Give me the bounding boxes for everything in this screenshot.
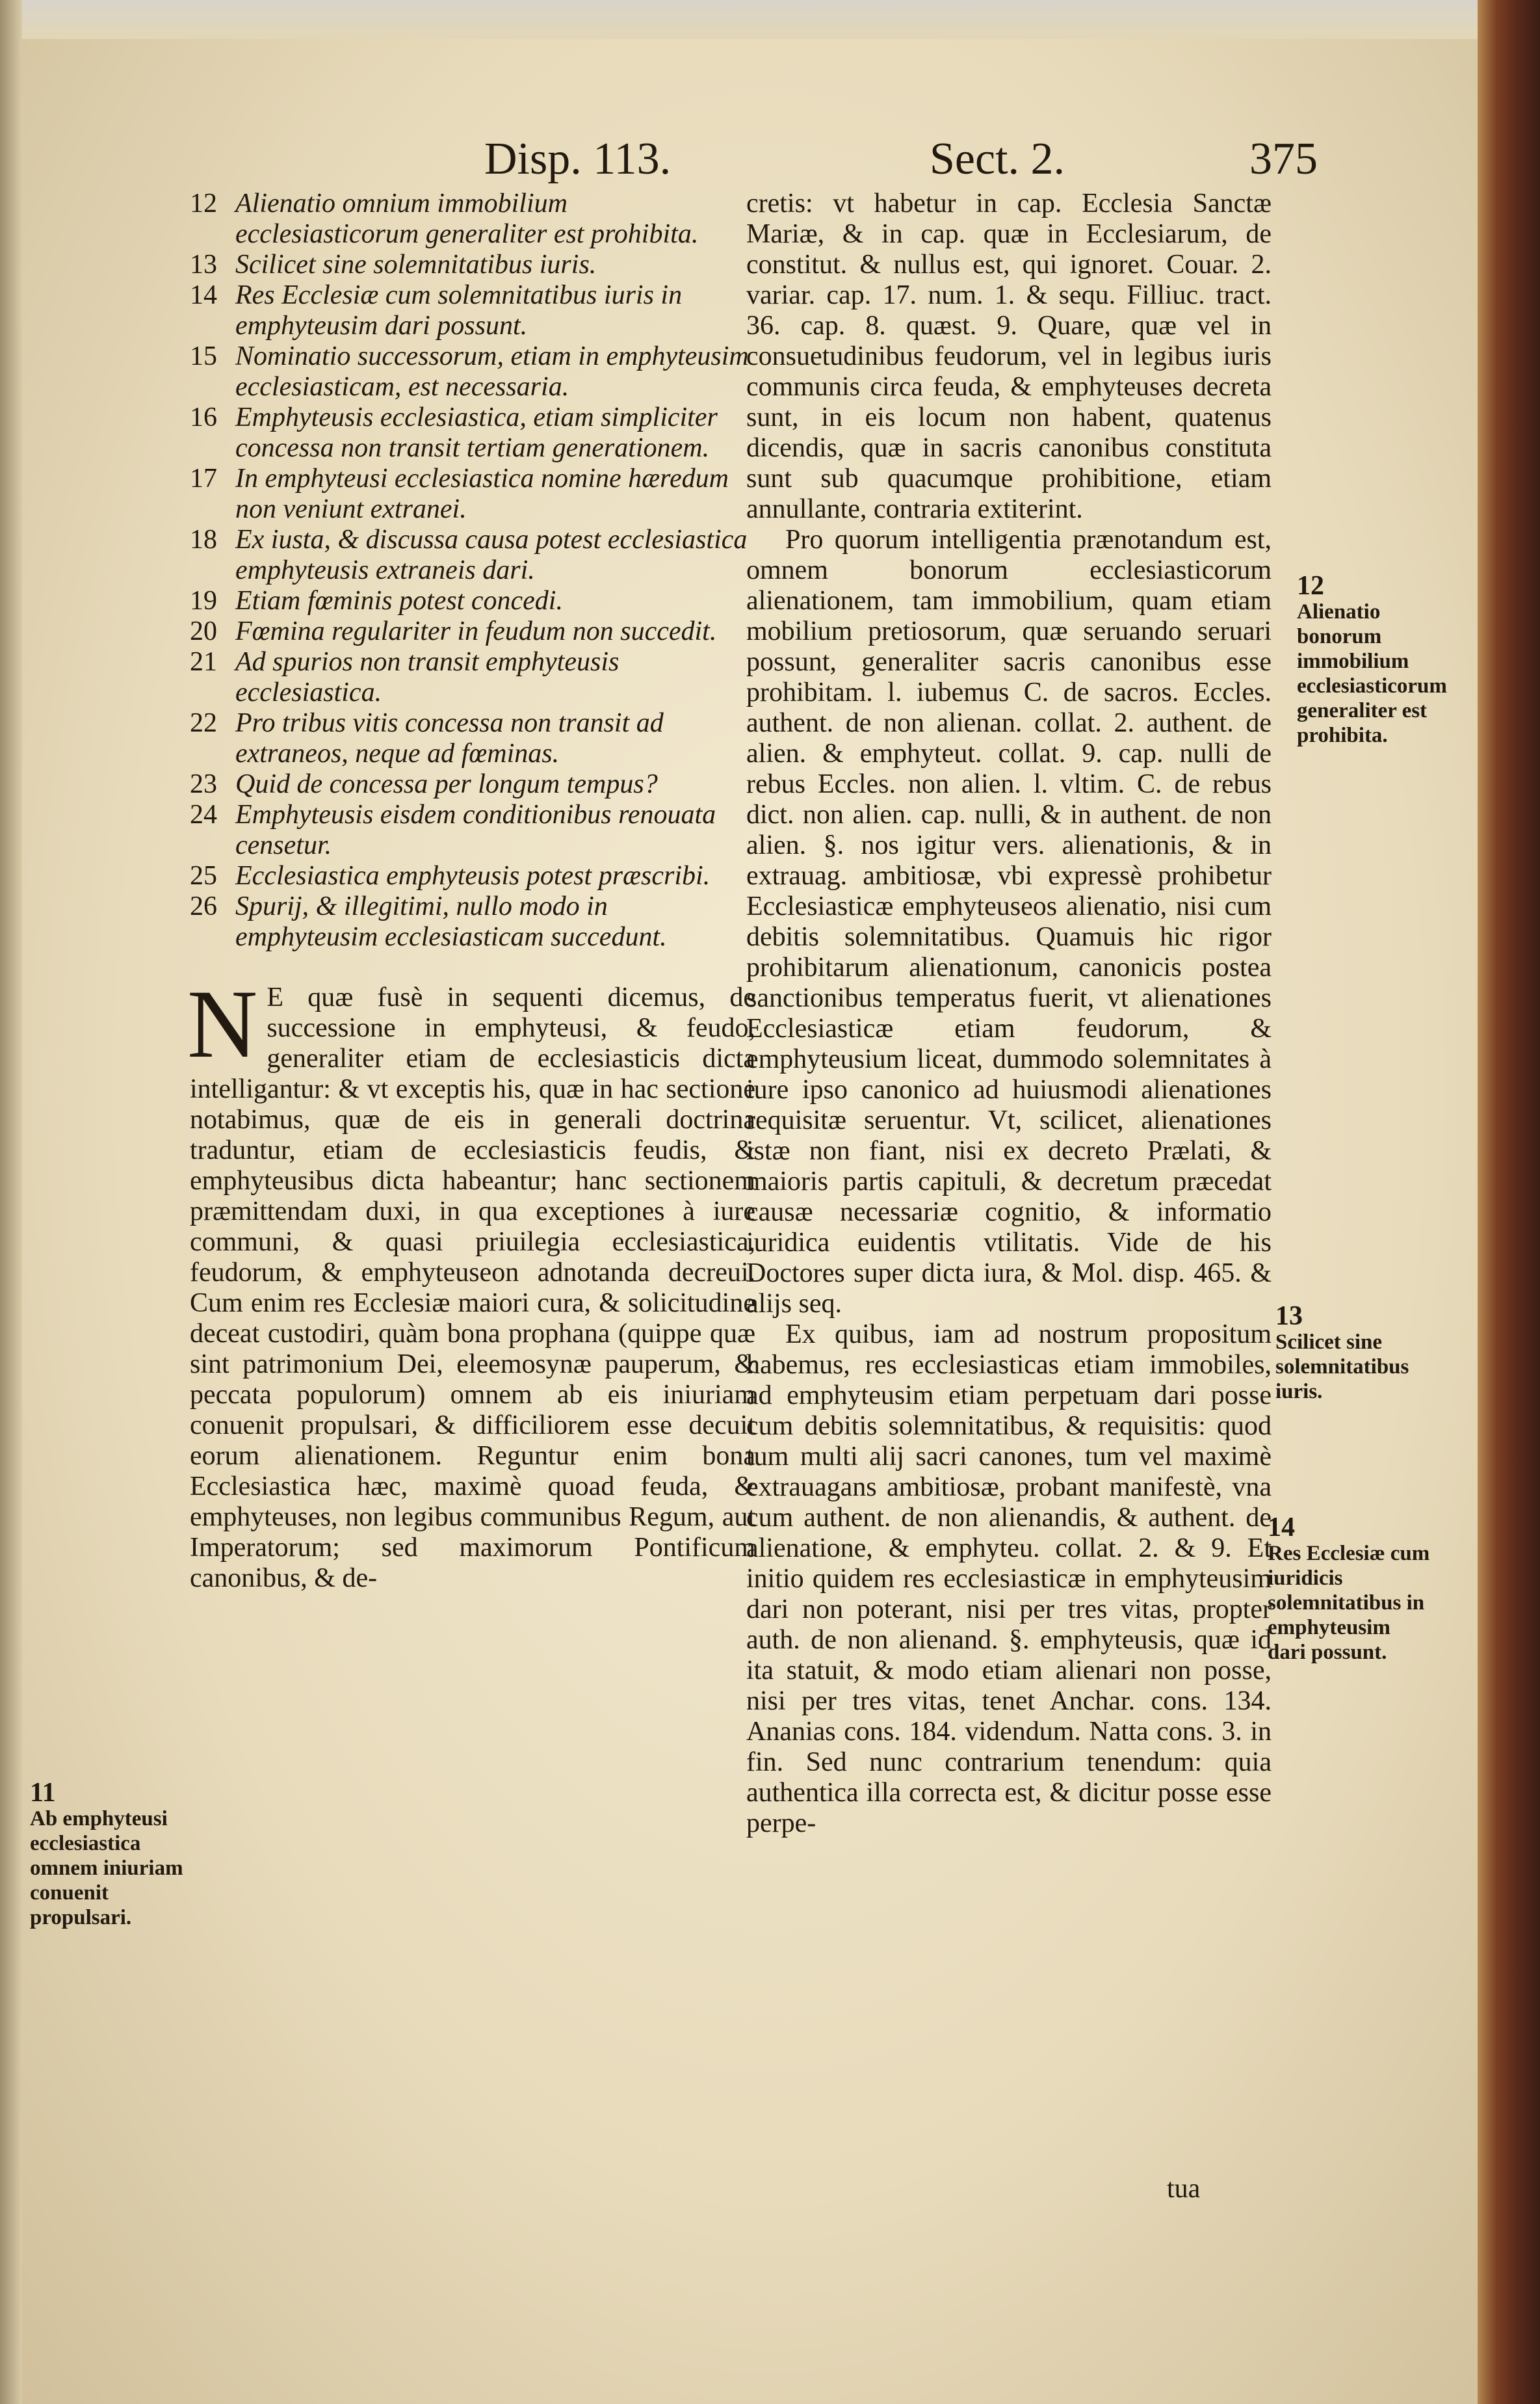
summary-text: Ex iusta, & discussa causa potest ecclesiastica emphyteusis extraneis dari. (235, 525, 748, 585)
summary-item (190, 403, 755, 464)
running-header (0, 130, 1540, 189)
margin-note-number: 13 (1275, 1301, 1303, 1331)
summary-text: Emphyteusis eisdem conditionibus renouata censetur. (235, 800, 716, 860)
summary-number: 25 (190, 861, 217, 891)
header-disputatio: Disp. 113. (484, 134, 672, 184)
summary-item (190, 464, 755, 525)
right-paragraph-2: Pro quorum intelligentia prænotandum est, omnem bonorum ecclesiasticorum alienationem, tam immobilium, quam etiam mobilium pretiosorum, quæ seruando seruari possunt, generaliter sacris canonibus esse prohibitam. l. iubemus C. de sacros. Eccles. authent. de non alienan. collat. 2. authent. de alien. & emphyteut. collat. 9. cap. nulli de rebus Eccles. non alien. l. vltim. C. de rebus dict. non alien. cap. nulli, & in authent. de non alien. §. nos igitur vers. alienationis, & in extrauag. ambitiosæ, vbi expressè prohibetur Ecclesiasticæ emphyteuseos alienatio, nisi cum debitis solemnitatibus. Quamuis hic rigor prohibitarum alienationum, canonicis postea sanctionibus temperatus fuerit, vt alienationes Ecclesiasticæ etiam feudorum, & emphyteusium liceat, dummodo solemnitates à iure ipso canonico ad huiusmodi alienationes requisitæ seruentur. Vt, scilicet, alienationes istæ non fiant, nisi ex decreto Prælati, & maioris partis capituli, & decretum præcedat causæ necessariæ cognitio, & informatio iuridica euidentis vtilitatis. Vide de his Doctores super dicta iura, & Mol. disp. 465. & alijs seq. (746, 525, 1272, 1319)
left-column (187, 189, 755, 1594)
summary-number: 21 (190, 647, 217, 677)
summary-item (190, 800, 755, 861)
right-paragraph-3: Ex quibus, iam ad nostrum propositum habemus, res ecclesiasticas etiam immobiles, ad emphyteusim etiam perpetuam dari posse cum debitis solemnitatibus, & requisitis: quod tum multi alij sacri canones, tum vel maximè extrauagans ambitiosæ, probant manifestè, vna cum authent. de non alienandis, & authent. de alienatione, & emphyteu. collat. 2. & 9. Et initio quidem res ecclesiasticæ in emphyteusim dari non poterant, nisi per tres vitas, propter auth. de non alienand. §. emphyteusis, quæ id ita statuit, & modo etiam alienari non posse, nisi per tres vitas, tenet Anchar. cons. 134. Ananias cons. 184. videndum. Natta cons. 3. in fin. Sed nunc contrarium tenendum: quia authentica illa correcta est, & dicitur posse esse perpe- (746, 1319, 1272, 1838)
summary-text: Etiam fœminis potest concedi. (235, 586, 563, 616)
summary-item (190, 769, 755, 800)
right-paragraph-1: cretis: vt habetur in cap. Ecclesia Sanctæ Mariæ, & in cap. quæ in Ecclesiarum, de constitut. & nullus est, qui ignoret. Couar. 2. variar. cap. 17. num. 1. & sequ. Filliuc. tract. 36. cap. 8. quæst. 9. Quare, quæ vel in consuetudinibus feudorum, vel in legibus iuris communis circa feuda, & emphyteuses decreta sunt, in eis locum non habent, quatenus dicendis, quæ in sacris canonibus constituta sunt sub quacumque prohibitione, etiam annullante, contraria extiterint. (746, 189, 1272, 524)
summary-text: Fœmina regulariter in feudum non succedit. (235, 616, 717, 646)
summary-text: Ecclesiastica emphyteusis potest præscribi. (235, 861, 711, 891)
margin-note-text: Res Ecclesiæ cum iuridicis solemnitatibus in emphyteusim dari possunt. (1268, 1542, 1430, 1664)
margin-note-number: 12 (1297, 571, 1324, 601)
summary-text: Spurij, & illegitimi, nullo modo in emphyteusim ecclesiasticam succedunt. (235, 892, 667, 952)
left-body-paragraph (187, 970, 755, 1594)
margin-note-number: 14 (1268, 1512, 1295, 1542)
summary-text: Pro tribus vitis concessa non transit ad extraneos, neque ad fœminas. (235, 708, 664, 769)
summary-number: 16 (190, 403, 217, 432)
summary-item (190, 647, 755, 708)
summary-number: 14 (190, 280, 217, 310)
summary-item (190, 586, 755, 616)
summary-item (190, 708, 755, 769)
summary-number: 19 (190, 586, 217, 616)
summary-item (190, 341, 755, 403)
right-column (746, 189, 1272, 1839)
scan-top-band (0, 0, 1540, 39)
summary-item (190, 616, 755, 647)
margin-note-text: Ab emphyteusi ecclesiastica omnem iniuriam conuenit propulsari. (30, 1807, 183, 1929)
summary-number: 22 (190, 708, 217, 738)
summary-number: 26 (190, 892, 217, 921)
summary-text: Quid de concessa per longum tempus? (235, 769, 658, 799)
summary-item (190, 525, 755, 586)
margin-note-12 (1297, 571, 1453, 748)
summary-list (190, 189, 755, 953)
summary-number: 23 (190, 769, 217, 799)
margin-note-number: 11 (30, 1778, 56, 1808)
summary-number: 13 (190, 250, 217, 280)
summary-item (190, 280, 755, 341)
summary-text: Alienatio omnium immobilium ecclesiasticorum generaliter est prohibita. (235, 189, 699, 249)
book-spine-edge (1478, 0, 1540, 2404)
summary-text: In emphyteusi ecclesiastica nomine hæredum non veniunt extranei. (235, 464, 729, 524)
page-left-edge (0, 0, 22, 2404)
summary-item (190, 189, 755, 250)
margin-note-13 (1275, 1301, 1431, 1404)
drop-cap: N (187, 970, 258, 1078)
summary-number: 12 (190, 189, 217, 218)
summary-number: 17 (190, 464, 217, 494)
summary-item (190, 892, 755, 953)
summary-item (190, 250, 755, 280)
page-number: 375 (1249, 134, 1318, 184)
header-sectio: Sect. 2. (930, 134, 1065, 184)
summary-text: Emphyteusis ecclesiastica, etiam simpliciter concessa non transit tertiam generationem. (235, 403, 718, 463)
summary-text: Scilicet sine solemnitatibus iuris. (235, 250, 597, 280)
summary-text: Nominatio successorum, etiam in emphyteusim ecclesiasticam, est necessaria. (235, 341, 749, 402)
summary-item (190, 861, 755, 892)
summary-number: 20 (190, 616, 217, 646)
catchword: tua (1167, 2174, 1201, 2204)
summary-number: 15 (190, 341, 217, 371)
summary-text: Res Ecclesiæ cum solemnitatibus iuris in emphyteusim dari possunt. (235, 280, 683, 341)
summary-text: Ad spurios non transit emphyteusis ecclesiastica. (235, 647, 620, 707)
summary-number: 18 (190, 525, 217, 555)
left-body-text: E quæ fusè in sequenti dicemus, de successione in emphyteusi, & feudo, generaliter etiam de ecclesiasticis dicta intelligantur: & vt exceptis his, quæ in hac sectione notabimus, quæ de eis in generali doctrina traduntur, etiam de ecclesiasticis feudis, & emphyteusibus dicta habeantur; hanc sectionem præmittendam duxi, in qua exceptiones à iure communi, & quasi priuilegia ecclesiastica, feudorum, & emphyteuseon adnotanda decreui. Cum enim res Ecclesiæ maiori cura, & solicitudine deceat custodiri, quàm bona prophana (quippe quæ sint patrimonium Dei, eleemosynæ pauperum, & peccata populorum) omnem ab eis iniuriam conuenit propulsari, & difficiliorem esse decuit eorum alienationem. Reguntur enim bona Ecclesiastica hæc, maximè quoad feuda, & emphyteuses, non legibus communibus Regum, aut Imperatorum; sed maximorum Pontificum canonibus, & de- (190, 983, 755, 1593)
margin-note-14 (1268, 1512, 1430, 1665)
margin-note-text: Alienatio bonorum immobilium ecclesiasticorum generaliter est prohibita. (1297, 600, 1447, 747)
summary-number: 24 (190, 800, 217, 830)
margin-note-11 (30, 1780, 192, 1930)
margin-note-text: Scilicet sine solemnitatibus iuris. (1275, 1330, 1409, 1403)
